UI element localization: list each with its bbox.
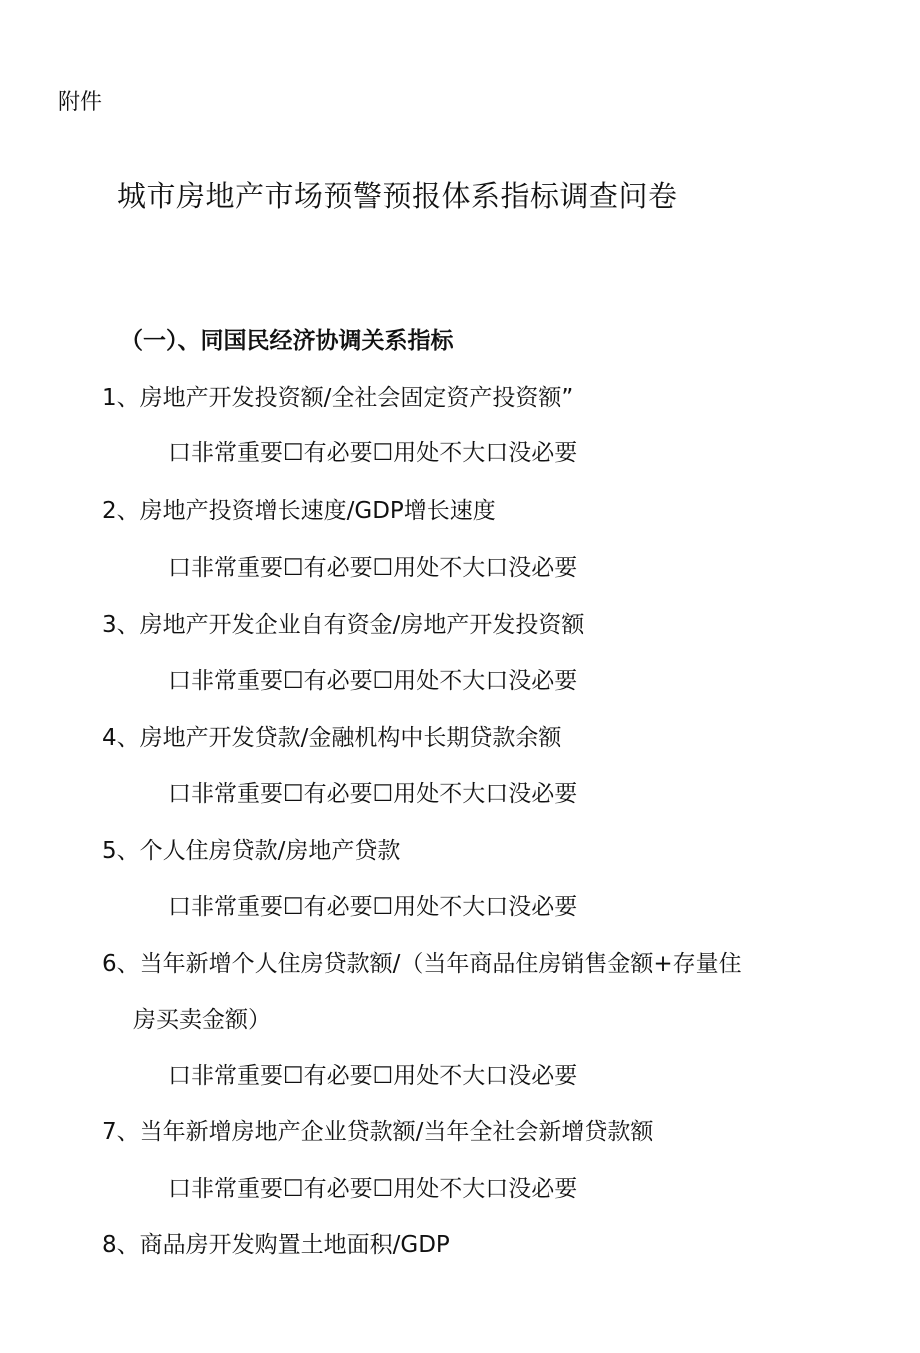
options-row-5: [168, 892, 577, 922]
option-very-important[interactable]: 口非常重要: [168, 1063, 283, 1089]
option-not-useful[interactable]: ☐用处不大: [372, 894, 486, 920]
option-not-useful[interactable]: ☐用处不大: [372, 555, 486, 581]
options-row-6: [168, 1061, 577, 1091]
option-necessary[interactable]: ☐有必要: [283, 668, 373, 694]
section-heading: （一）、同国民经济协调关系指标: [120, 328, 454, 354]
option-unnecessary[interactable]: 口没必要: [485, 668, 578, 694]
option-very-important[interactable]: 口非常重要: [168, 668, 283, 694]
question-6-continuation: 房买卖金额）: [133, 1007, 271, 1033]
question-3: 3、房地产开发企业自有资金/房地产开发投资额: [102, 612, 585, 638]
option-unnecessary[interactable]: 口没必要: [485, 781, 578, 807]
attachment-label: 附件: [58, 90, 103, 115]
question-4: 4、房地产开发贷款/金融机构中长期贷款余额: [102, 725, 562, 751]
options-row-1: [168, 438, 577, 468]
option-very-important[interactable]: 口非常重要: [168, 1176, 283, 1202]
question-6: 6、当年新增个人住房贷款额/（当年商品住房销售金额+存量住: [102, 951, 742, 977]
question-7: 7、当年新增房地产企业贷款额/当年全社会新增贷款额: [102, 1119, 654, 1145]
question-1: 1、房地产开发投资额/全社会固定资产投资额”: [102, 385, 574, 411]
option-not-useful[interactable]: ☐用处不大: [372, 440, 486, 466]
option-not-useful[interactable]: ☐用处不大: [372, 781, 486, 807]
option-unnecessary[interactable]: 口没必要: [485, 1176, 578, 1202]
option-unnecessary[interactable]: 口没必要: [485, 1063, 578, 1089]
document-title: 城市房地产市场预警预报体系指标调查问卷: [117, 179, 678, 213]
options-row-3: [168, 666, 577, 696]
question-2: 2、房地产投资增长速度/GDP增长速度: [102, 498, 496, 524]
option-not-useful[interactable]: ☐用处不大: [372, 668, 486, 694]
option-necessary[interactable]: ☐有必要: [283, 440, 373, 466]
option-necessary[interactable]: ☐有必要: [283, 1063, 373, 1089]
options-row-4: [168, 779, 577, 809]
option-necessary[interactable]: ☐有必要: [283, 555, 373, 581]
option-not-useful[interactable]: ☐用处不大: [372, 1063, 486, 1089]
option-unnecessary[interactable]: 口没必要: [485, 555, 578, 581]
option-very-important[interactable]: 口非常重要: [168, 555, 283, 581]
question-5: 5、个人住房贷款/房地产贷款: [102, 838, 401, 864]
option-necessary[interactable]: ☐有必要: [283, 781, 373, 807]
options-row-2: [168, 553, 577, 583]
option-very-important[interactable]: 口非常重要: [168, 894, 283, 920]
question-8: 8、商品房开发购置土地面积/GDP: [102, 1232, 450, 1258]
options-row-7: [168, 1174, 577, 1204]
option-unnecessary[interactable]: 口没必要: [485, 440, 578, 466]
option-necessary[interactable]: ☐有必要: [283, 894, 373, 920]
option-very-important[interactable]: 口非常重要: [168, 440, 283, 466]
option-necessary[interactable]: ☐有必要: [283, 1176, 373, 1202]
option-very-important[interactable]: 口非常重要: [168, 781, 283, 807]
option-unnecessary[interactable]: 口没必要: [485, 894, 578, 920]
option-not-useful[interactable]: ☐用处不大: [372, 1176, 486, 1202]
